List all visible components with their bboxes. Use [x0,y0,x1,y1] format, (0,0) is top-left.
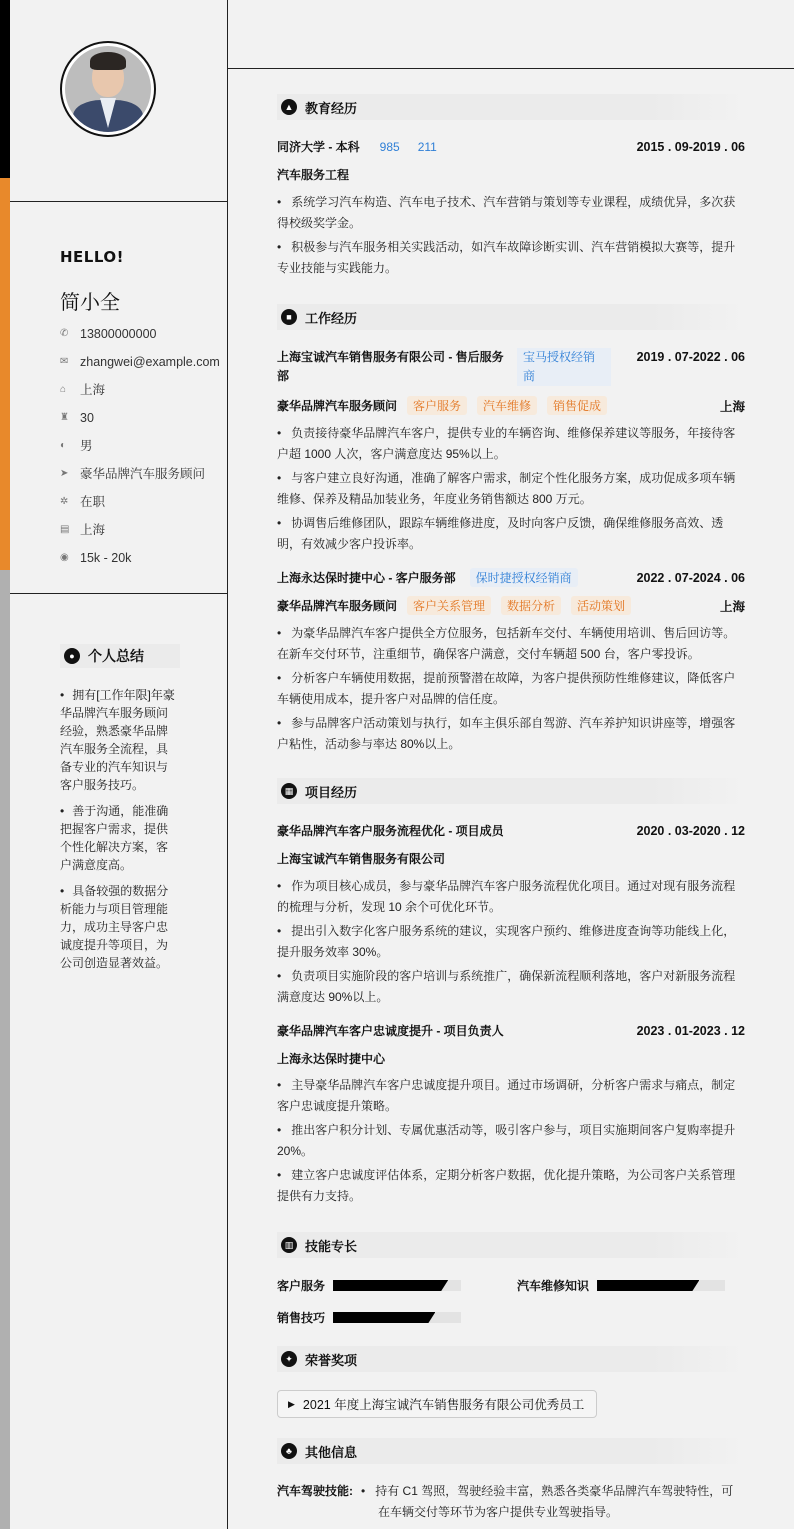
project-org: 上海宝诚汽车销售服务有限公司 [277,852,446,866]
major-row [277,166,745,183]
info-age: ♜ 30 [60,411,94,425]
list-item: • 主导豪华品牌汽车客户忠诚度提升项目。通过市场调研，分析客户需求与痛点，制定客户忠诚度提升策略。 [277,1075,741,1117]
info-hometown: ⌂ 上海 [60,383,106,397]
list-item: • 提出引入数字化客户服务系统的建议，实现客户预约、维修进度查询等功能线上化，提升服务效率 30%。 [277,921,741,963]
job-header [277,348,745,386]
other-heading: ♣ 其他信息 [277,1438,745,1464]
info-status: ✲ 在职 [60,495,106,509]
list-item: • 作为项目核心成员，参与豪华品牌汽车客户服务流程优化项目。通过对现有服务流程的梳理与分析，发现 10 余个可优化环节。 [277,876,741,918]
skill-bar [333,1312,461,1323]
job-duty-list [277,623,741,758]
list-item: • 与客户建立良好沟通，准确了解客户需求，制定个性化服务方案，成功促成多项车辆维修、保养及精品加装业务，年度业务销售额达 800 万元。 [277,468,741,510]
grid-icon: ▦ [281,783,297,799]
salary-icon: ◉ [60,552,69,563]
skill-item: 销售技巧 [277,1309,461,1326]
company-name: 上海永达保时捷中心 - 客户服务部 [277,571,456,585]
summary-list [60,686,178,980]
sidebar-divider [10,201,228,202]
briefcase-icon: ■ [281,309,297,325]
medal-icon: ✦ [281,1351,297,1367]
info-phone: ✆ 13800000000 [60,327,157,341]
project-name: 豪华品牌汽车客户忠诚度提升 - 项目负责人 [277,1024,504,1038]
job-duty-list [277,423,741,558]
skill-item: 客户服务 [277,1277,461,1294]
other-info [277,1481,741,1523]
job-date: 2019 . 07-2022 . 06 [636,350,745,364]
skill-tag: 活动策划 [571,596,631,615]
skills-heading: ▥ 技能专长 [277,1232,745,1258]
role-title: 豪华品牌汽车服务顾问 [277,599,398,613]
skill-bar [597,1280,725,1291]
skill-bar [333,1280,461,1291]
project-date: 2023 . 01-2023 . 12 [636,1023,745,1038]
project-date: 2020 . 03-2020 . 12 [636,823,745,838]
dealer-tag: 保时捷授权经销商 [470,568,578,587]
candidate-name: 简小全 [60,292,120,314]
hello-heading: HELLO! [60,248,124,266]
skill-tag: 客户服务 [407,396,467,415]
company-name: 上海宝诚汽车销售服务有限公司 - 售后服务 部 [277,350,504,383]
list-item: • 推出客户积分计划、专属优惠活动等，吸引客户参与，项目实施期间客户复购率提升 20%。 [277,1120,741,1162]
job-city: 上海 [719,599,745,614]
play-triangle-icon: ▶ [288,1398,295,1409]
project-org: 上海永达保时捷中心 [277,1052,386,1066]
skill-tag: 客户关系管理 [407,596,491,615]
home-icon: ⌂ [60,384,67,395]
header-divider [228,68,794,69]
tag-211: 211 [417,139,437,154]
role-title: 豪华品牌汽车服务顾问 [277,399,398,413]
award-item: ▶ 2021 年度上海宝诚汽车销售服务有限公司优秀员工 [277,1390,597,1418]
project-org-row [277,1050,745,1067]
strip-gray [0,570,10,1529]
list-item: • 负责项目实施阶段的客户培训与系统推广，确保新流程顺利落地，客户对新服务流程满意度达 90%以上。 [277,966,741,1008]
bar-chart-icon: ▥ [281,1237,297,1253]
awards-heading: ✦ 荣誉奖项 [277,1346,745,1372]
person-icon: ● [64,648,80,664]
info-gender: ◐ 男 [60,439,93,453]
list-item: • 为豪华品牌汽车客户提供全方位服务，包括新车交付、车辆使用培训、售后回访等。在新车交付环节，注重细节，确保客户满意，交付车辆超 500 台，客户零投诉。 [277,623,741,665]
education-row [277,138,745,155]
education-list [277,192,741,282]
job-city: 上海 [719,399,745,414]
contact-info-list [60,326,220,578]
info-salary: ◉ 15k - 20k [60,551,132,565]
gender-icon: ◐ [60,440,67,451]
job-date: 2022 . 07-2024 . 06 [636,570,745,585]
skill-bar-fill [597,1280,699,1291]
people-icon: ♣ [281,1443,297,1459]
phone-icon: ✆ [60,328,69,339]
avatar-photo [65,46,151,132]
age-icon: ♜ [60,412,69,423]
color-strip [0,0,10,1529]
info-city: ▤ 上海 [60,523,106,537]
list-item: • 系统学习汽车构造、汽车电子技术、汽车营销与策划等专业课程，成绩优异，多次获得校级奖学金。 [277,192,741,234]
avatar [60,41,156,137]
strip-black [0,0,10,178]
job-header [277,568,745,587]
project-header [277,822,745,839]
list-item: • 拥有[工作年限]年豪华品牌汽车服务顾问经验，熟悉豪华品牌汽车服务全流程，具备专业的汽车知识与客户服务技巧。 [60,686,178,794]
major: 汽车服务工程 [277,168,350,182]
status-icon: ✲ [60,496,69,507]
project-org-row [277,850,745,867]
work-heading: ■ 工作经历 [277,304,745,330]
mail-icon: ✉ [60,356,69,367]
other-text: • 持有 C1 驾照，驾驶经验丰富，熟悉各类豪华品牌汽车驾驶特性，可 在车辆交付等环节为客户提供专业驾驶指导。 [361,1484,734,1519]
dealer-tag: 宝马授权经销 商 [517,348,611,386]
education-date: 2015 . 09-2019 . 06 [636,139,745,154]
list-item: • 具备较强的数据分析能力与项目管理能力，成功主导客户忠诚度提升等项目，为公司创造显著效益。 [60,882,178,972]
project-name: 豪华品牌汽车客户服务流程优化 - 项目成员 [277,824,504,838]
summary-heading: ● 个人总结 [60,644,180,668]
list-item: • 善于沟通，能准确把握客户需求，提供个性化解决方案，客户满意度高。 [60,802,178,874]
list-item: • 建立客户忠诚度评估体系，定期分析客户数据，优化提升策略，为公司客户关系管理提供有力支持。 [277,1165,741,1207]
info-email: ✉ zhangwei@example.com [60,355,220,369]
strip-orange [0,178,10,570]
list-item: • 分析客户车辆使用数据，提前预警潜在故障，为客户提供预防性维修建议，降低客户车辆使用成本，提升客户对品牌的信任度。 [277,668,741,710]
skill-bar-fill [333,1312,435,1323]
project-header [277,1022,745,1039]
list-item: • 积极参与汽车服务相关实践活动，如汽车故障诊断实训、汽车营销模拟大赛等，提升专业技能与实践能力。 [277,237,741,279]
list-item: • 负责接待豪华品牌汽车客户，提供专业的车辆咨询、维修保养建议等服务，年接待客户超 1000 人次，客户满意度达 95%以上。 [277,423,741,465]
other-label: 汽车驾驶技能: [277,1484,353,1498]
graduation-cap-icon: ▲ [281,99,297,115]
skill-tag: 汽车维修 [477,396,537,415]
list-item: • 协调售后维修团队，跟踪车辆维修进度，及时向客户反馈，确保维修服务高效、透明，有效减少客户投诉率。 [277,513,741,555]
skill-tag: 数据分析 [501,596,561,615]
sidebar [10,0,228,1529]
list-item: • 参与品牌客户活动策划与执行，如车主俱乐部自驾游、汽车养护知识讲座等，增强客户粘性，活动参与率达 80%以上。 [277,713,741,755]
projects-heading: ▦ 项目经历 [277,778,745,804]
city-icon: ▤ [60,524,70,535]
skill-tag: 销售促成 [547,396,607,415]
skill-item: 汽车维修知识 [517,1277,725,1294]
school-name: 同济大学 - 本科 [277,140,360,154]
role-row [277,596,745,615]
role-row [277,396,745,415]
project-list [277,876,741,1011]
info-position: ➤ 豪华品牌汽车服务顾问 [60,467,206,481]
skill-bar-fill [333,1280,448,1291]
education-heading: ▲ 教育经历 [277,94,745,120]
position-icon: ➤ [60,468,69,479]
project-list [277,1075,741,1210]
tag-985: 985 [379,139,400,154]
sidebar-divider [10,593,228,594]
